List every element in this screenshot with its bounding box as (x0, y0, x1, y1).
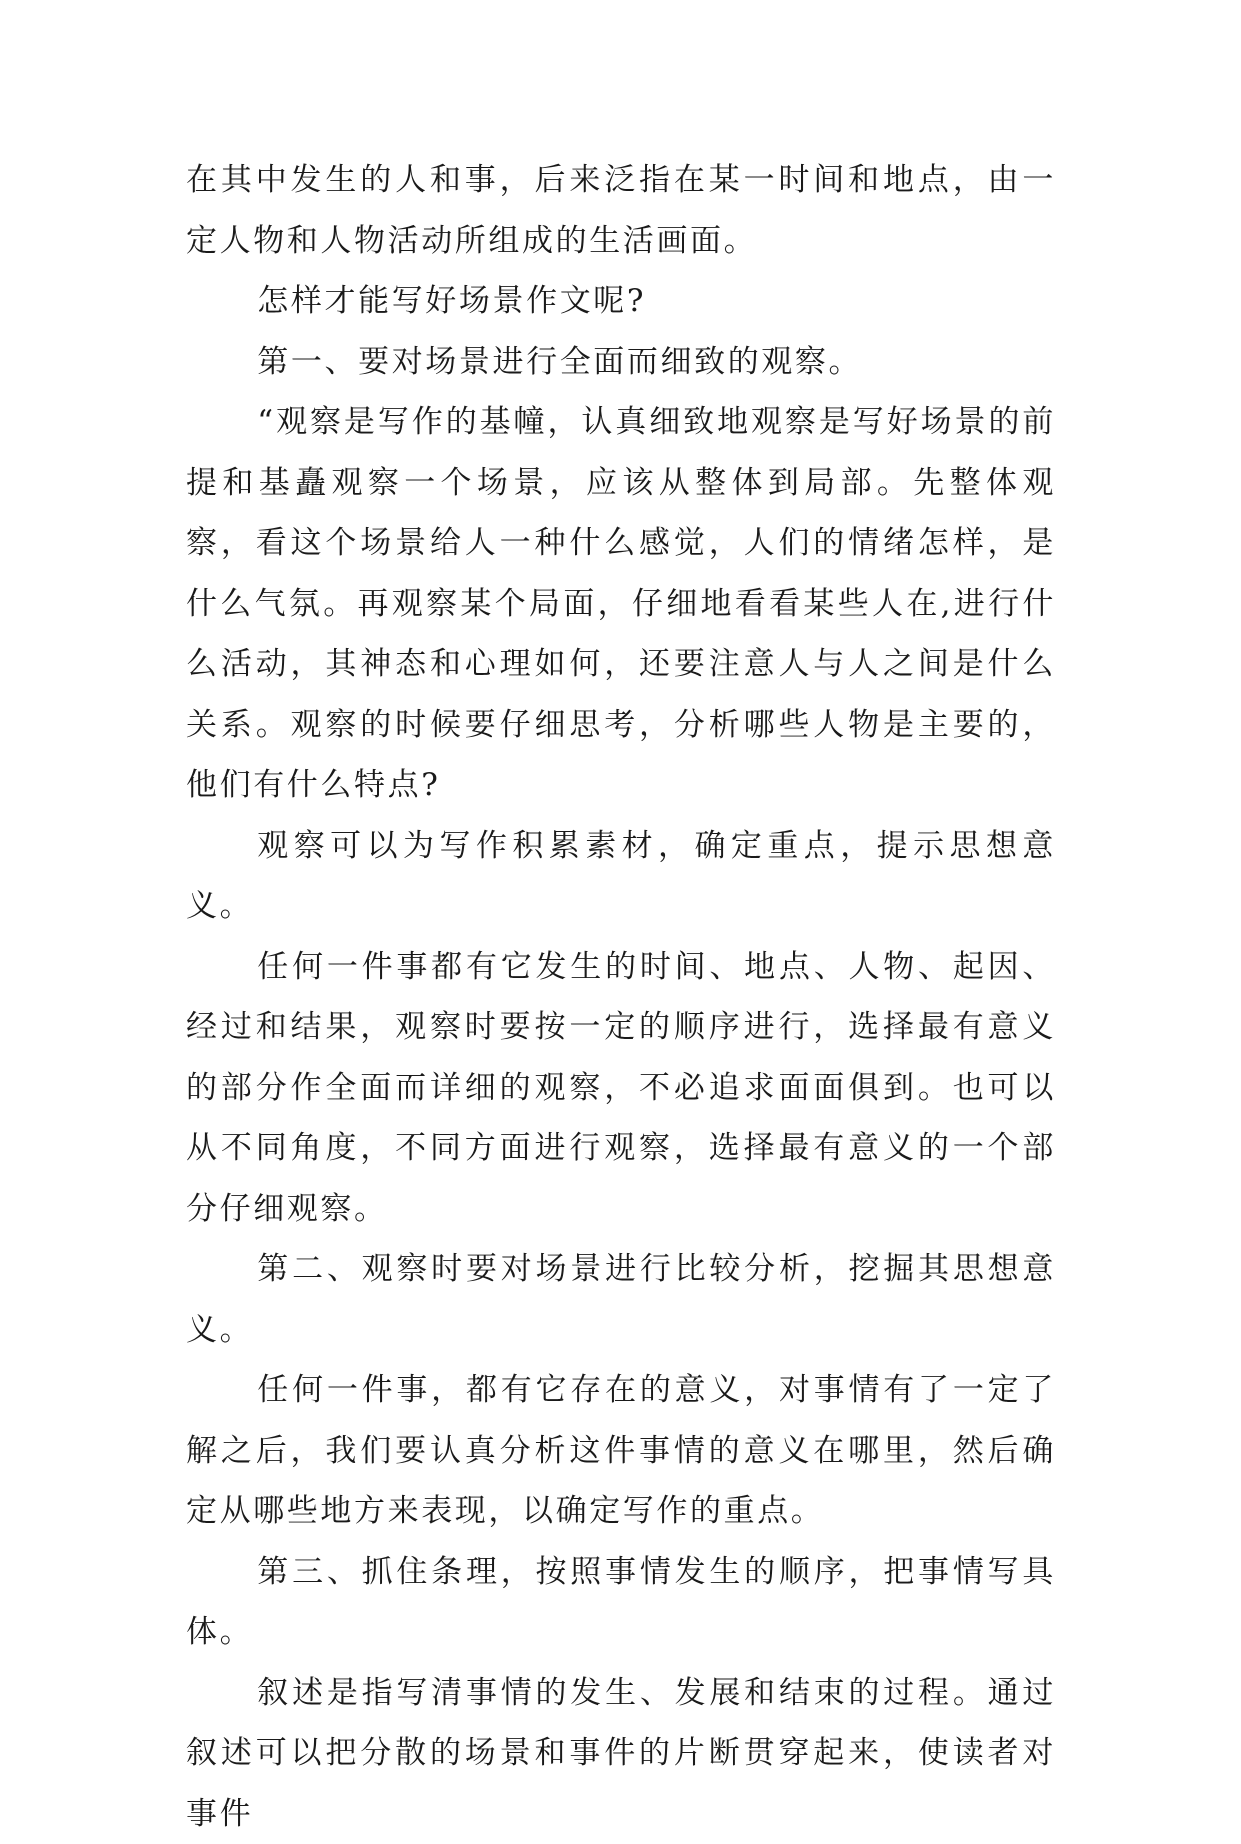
document-body (186, 150, 1056, 1844)
paragraph-3-heading: 第一、要对场景进行全面而细致的观察。 (186, 332, 1056, 393)
paragraph-9-heading: 第三、抓住条理，按照事情发生的顺序，把事情写具体。 (186, 1542, 1056, 1663)
paragraph-7-heading: 第二、观察时要对场景进行比较分析，挖掘其思想意义。 (186, 1239, 1056, 1360)
paragraph-6: 任何一件事都有它发生的时间、地点、人物、起因、经过和结果，观察时要按一定的顺序进行，选择最有意义的部分作全面而详细的观察，不必追求面面俱到。也可以从不同角度，不同方面进行观察，选择最有意义的一个部分仔细观察。 (186, 937, 1056, 1240)
paragraph-10: 叙述是指写清事情的发生、发展和结束的过程。通过叙述可以把分散的场景和事件的片断贯穿起来，使读者对事件 (186, 1663, 1056, 1844)
paragraph-1: 在其中发生的人和事，后来泛指在某一时间和地点，由一定人物和人物活动所组成的生活画面。 (186, 150, 1056, 271)
paragraph-8: 任何一件事，都有它存在的意义，对事情有了一定了解之后，我们要认真分析这件事情的意义在哪里，然后确定从哪些地方来表现，以确定写作的重点。 (186, 1360, 1056, 1542)
paragraph-2: 怎样才能写好场景作文呢? (186, 271, 1056, 332)
paragraph-5: 观察可以为写作积累素材，确定重点，提示思想意义。 (186, 816, 1056, 937)
paragraph-4: “观察是写作的基幢，认真细致地观察是写好场景的前提和基矗观察一个场景，应该从整体到局部。先整体观察，看这个场景给人一种什么感觉，人们的情绪怎样，是什么气氛。再观察某个局面，仔细地看看某些人在,进行什么活动，其神态和心理如何，还要注意人与人之间是什么关系。观察的时候要仔细思考，分析哪些人物是主要的，他们有什么特点? (186, 392, 1056, 816)
